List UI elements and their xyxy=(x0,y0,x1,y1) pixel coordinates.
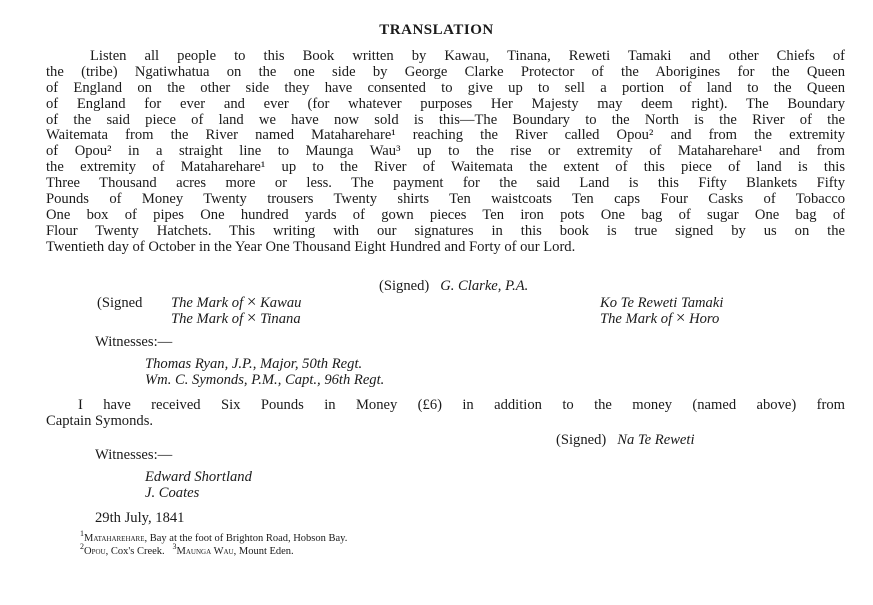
paragraph-line: Listen all people to this Book written by Kawau, Tinana, Reweti Tamaki and other Chiefs of xyxy=(90,48,845,64)
signed-label: (Signed) xyxy=(556,432,607,448)
paragraph-line: I have received Six Pounds in Money (£6) in addition to the money (named above) from xyxy=(78,397,845,413)
witnesses-label: Witnesses:— xyxy=(95,447,173,463)
witness-name: Thomas Ryan, J.P., Major, 50th Regt. xyxy=(145,356,363,372)
paragraph-line: Pounds of Money Twenty trousers Twenty shirts Ten waistcoats Ten caps Four Casks of Tobacco xyxy=(46,191,845,208)
footnote-term: Maunga Wau xyxy=(176,546,234,557)
footnote-number: 2 xyxy=(80,542,84,551)
page-title: TRANSLATION xyxy=(379,22,494,38)
footnote xyxy=(80,542,294,557)
cross-mark-icon: × xyxy=(675,308,686,327)
paragraph-line: of England for ever and ever (for whatever purposes Her Majesty may deem right). The Boundary xyxy=(46,95,845,112)
document-date: 29th July, 1841 xyxy=(95,510,185,526)
cross-mark-icon: × xyxy=(246,308,257,327)
mark-of-label: The Mark of xyxy=(600,311,673,327)
cross-mark-icon: × xyxy=(246,292,257,311)
horo-signature xyxy=(600,308,720,328)
footnote-text: , Mount Eden. xyxy=(233,546,294,557)
kawau-signature xyxy=(171,292,302,312)
reweti-signature: Na Te Reweti xyxy=(617,432,695,448)
witness-name: J. Coates xyxy=(145,485,200,501)
footnote-term: Opou xyxy=(84,546,106,557)
signed-paren: (Signed xyxy=(97,295,143,311)
reweti-tamaki-signature: Ko Te Reweti Tamaki xyxy=(600,295,724,311)
clarke-signature-line xyxy=(379,278,528,295)
paragraph-line: Captain Symonds. xyxy=(46,412,154,429)
paragraph-line: of the said piece of land we have now sold is this—The Boundary to the North is the River of the xyxy=(46,111,845,128)
paragraph-line: Twentieth day of October in the Year One Thousand Eight Hundred and Forty of our Lord. xyxy=(46,238,576,255)
mark-of-label: The Mark of xyxy=(171,311,244,327)
witness-name: Edward Shortland xyxy=(145,469,252,485)
paragraph-line: Three Thousand acres more or less. The payment for the said Land is this Fifty Blankets Fifty xyxy=(46,175,845,192)
paragraph-line: Flour Twenty Hatchets. This writing with our signatures in this book is true signed by us on the xyxy=(46,222,845,239)
tinana-signature xyxy=(171,308,301,328)
paragraph-line: Waitemata from the River named Mataharehare¹ reaching the River called Opou² and from the extremity xyxy=(46,127,845,144)
clarke-signature: G. Clarke, P.A. xyxy=(440,278,529,294)
paragraph-line: One box of pipes One hundred yards of gown pieces Ten iron pots One bag of sugar One bag of xyxy=(46,206,845,223)
receipt-paragraph xyxy=(46,398,845,430)
witness-name: Wm. C. Symonds, P.M., Capt., 96th Regt. xyxy=(145,372,385,388)
reweti-signature-line xyxy=(556,432,695,449)
horo-name: Horo xyxy=(689,311,720,327)
treaty-paragraph xyxy=(46,49,845,256)
footnote-text: , Bay at the foot of Brighton Road, Hobson Bay. xyxy=(144,533,348,544)
footnote-number: 1 xyxy=(80,529,84,538)
paragraph-line: the extremity of Mataharehare¹ up to the River of Waitemata the extent of this piece of land is this xyxy=(46,159,845,176)
kawau-name: Kawau xyxy=(260,295,302,311)
footnote-number: 3 xyxy=(172,542,177,551)
witnesses-label: Witnesses:— xyxy=(95,334,173,350)
footnote-text: , Cox's Creek. xyxy=(105,546,165,557)
footnote-term: Mataharehare xyxy=(84,533,145,544)
footnote xyxy=(80,529,348,544)
signed-label: (Signed) xyxy=(379,278,430,294)
mark-of-label: The Mark of xyxy=(171,295,244,311)
paragraph-line: of Opou² in a straight line to Maunga Wau³ up to the rise or extremity of Mataharehare¹ and from xyxy=(46,143,845,160)
paragraph-line: the (tribe) Ngatiwhatua on the one side by George Clarke Protector of the Aborigines for the Queen xyxy=(46,63,845,80)
paragraph-line: of England on the other side they have consented to give up to sell a portion of land to the Queen xyxy=(46,79,845,96)
tinana-name: Tinana xyxy=(260,311,301,327)
